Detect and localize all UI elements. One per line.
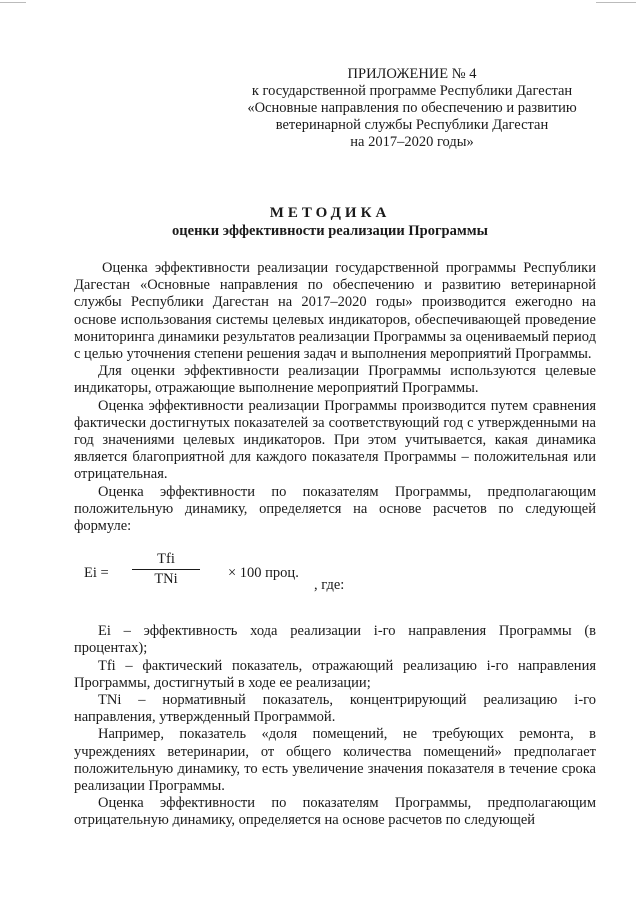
- paragraph: Оценка эффективности по показателям Программы, предполагающим отрицательную динамику, определяется на основе расчетов по следующей: [74, 795, 596, 829]
- title-block: [60, 204, 600, 240]
- paragraph: Для оценки эффективности реализации Программы используются целевые индикаторы, отражающие выполнение мероприятий Программы.: [74, 363, 596, 397]
- appendix-number: ПРИЛОЖЕНИЕ № 4: [347, 66, 477, 82]
- formula-lhs: Ei =: [84, 565, 109, 582]
- appendix-line: к государственной программе Республики Дагестан: [251, 83, 573, 99]
- paragraph: Оценка эффективности реализации Программы производится путем сравнения фактически достигнутых показателей за соответствующий год с утвержденными на год значениями целевых индикаторов. При этом учитывается, какая динамика является благоприятной для каждого показателя Программы – положительная или отрицательная.: [74, 397, 596, 483]
- document-subtitle: оценки эффективности реализации Программы: [172, 223, 488, 239]
- paragraph: Tfi – фактический показатель, отражающий реализацию i-го направления Программы, достигнутый в ходе ее реализации;: [74, 657, 596, 691]
- paragraph: TNi – нормативный показатель, концентрирующий реализацию i-го направления, утвержденный Программой.: [74, 692, 596, 726]
- document-body: [74, 260, 596, 830]
- paragraph: Оценка эффективности по показателям Программы, предполагающим положительную динамику, определяется на основе расчетов по следующей формуле:: [74, 483, 596, 535]
- appendix-line: на 2017–2020 годы»: [350, 134, 474, 150]
- appendix-line: «Основные направления по обеспечению и развитию: [247, 100, 577, 116]
- formula-multiplier: × 100 проц.: [228, 565, 299, 582]
- document-title: МЕТОДИКА: [269, 205, 391, 221]
- appendix-line: ветеринарной службы Республики Дагестан: [275, 117, 549, 133]
- formula-numerator: Tfi: [132, 551, 200, 570]
- appendix-header: [228, 66, 596, 151]
- paragraph: Например, показатель «доля помещений, не требующих ремонта, в учреждениях ветеринарии, от общего количества помещений» предполагает положительную динамику, то есть увеличение значения показателя в течение срока реализации Программы.: [74, 726, 596, 795]
- paragraph: Ei – эффективность хода реализации i-го направления Программы (в процентах);: [74, 623, 596, 657]
- scan-artifact: [596, 2, 636, 3]
- paragraph: Оценка эффективности реализации государственной программы Республики Дагестан «Основные направления по обеспечению и развитию ветеринарной службы Республики Дагестан на 2017–2020 годы» производится ежегодно на основе использования системы целевых индикаторов, обеспечивающей проведение мониторинга динамики результатов реализации Программы за оцениваемый период с целью уточнения степени решения задач и выполнения мероприятий Программы.: [74, 260, 596, 363]
- scan-artifact: [0, 2, 26, 3]
- formula-fraction: [132, 551, 200, 588]
- formula: [74, 549, 596, 607]
- formula-denominator: TNi: [154, 571, 178, 588]
- formula-where: , где:: [314, 577, 345, 594]
